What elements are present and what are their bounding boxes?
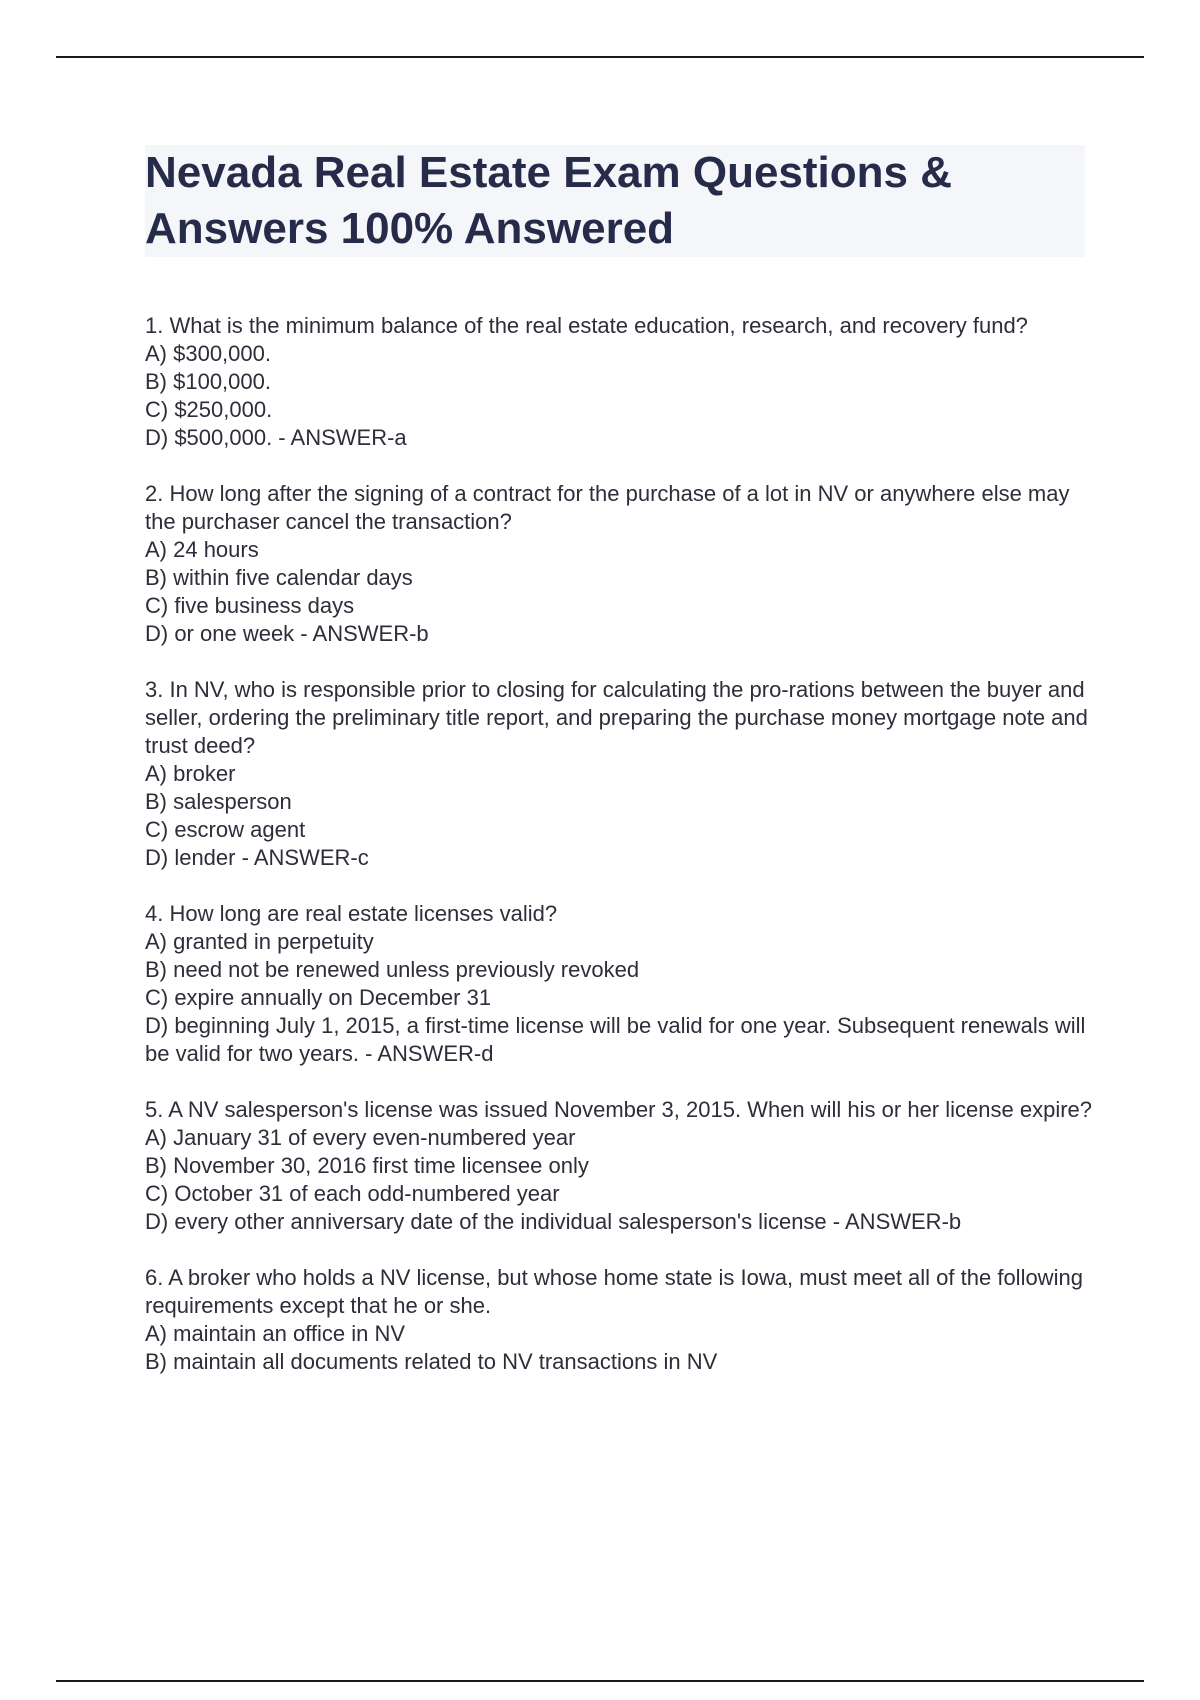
question-stem: 4. How long are real estate licenses valid? — [145, 901, 558, 926]
answer-option-a: A) 24 hours — [145, 537, 259, 562]
answer-option-c: C) October 31 of each odd-numbered year — [145, 1181, 560, 1206]
question-3 — [145, 676, 1095, 872]
question-6 — [145, 1264, 1095, 1376]
answer-option-a: A) maintain an office in NV — [145, 1321, 406, 1346]
question-stem: 3. In NV, who is responsible prior to closing for calculating the pro-rations between the buyer and seller, ordering the preliminary title report, and preparing the purchase money mortgage note and trust deed? — [145, 677, 1088, 758]
answer-option-a: A) granted in perpetuity — [145, 929, 374, 954]
answer-option-a: A) January 31 of every even-numbered year — [145, 1125, 576, 1150]
answer-option-d: D) beginning July 1, 2015, a first-time license will be valid for one year. Subsequent renewals will be valid for two years. - ANSWER-d — [145, 1013, 1086, 1066]
answer-option-d: D) lender - ANSWER-c — [145, 845, 369, 870]
header-rule — [56, 56, 1144, 58]
question-stem: 5. A NV salesperson's license was issued November 3, 2015. When will his or her license expire? — [145, 1097, 1092, 1122]
question-4 — [145, 900, 1095, 1068]
answer-option-b: B) November 30, 2016 first time licensee only — [145, 1153, 589, 1178]
document-title: Nevada Real Estate Exam Questions & Answers 100% Answered — [145, 148, 952, 253]
answer-option-c: C) $250,000. — [145, 397, 273, 422]
question-2 — [145, 480, 1095, 648]
title-block — [145, 145, 1085, 257]
answer-option-c: C) escrow agent — [145, 817, 306, 842]
answer-option-b: B) within five calendar days — [145, 565, 413, 590]
answer-option-b: B) $100,000. — [145, 369, 271, 394]
question-1 — [145, 312, 1095, 452]
question-stem: 6. A broker who holds a NV license, but whose home state is Iowa, must meet all of the following requirements except that he or she. — [145, 1265, 1083, 1318]
answer-option-d: D) $500,000. - ANSWER-a — [145, 425, 407, 450]
answer-option-d: D) or one week - ANSWER-b — [145, 621, 429, 646]
question-list — [145, 312, 1095, 1404]
answer-option-d: D) every other anniversary date of the individual salesperson's license - ANSWER-b — [145, 1209, 962, 1234]
question-stem: 1. What is the minimum balance of the real estate education, research, and recovery fund? — [145, 313, 1028, 338]
question-5 — [145, 1096, 1095, 1236]
answer-option-c: C) five business days — [145, 593, 355, 618]
answer-option-b: B) need not be renewed unless previously revoked — [145, 957, 640, 982]
question-stem: 2. How long after the signing of a contract for the purchase of a lot in NV or anywhere else may the purchaser cancel the transaction? — [145, 481, 1070, 534]
footer-rule — [56, 1680, 1144, 1682]
answer-option-b: B) maintain all documents related to NV transactions in NV — [145, 1349, 718, 1374]
answer-option-b: B) salesperson — [145, 789, 292, 814]
answer-option-c: C) expire annually on December 31 — [145, 985, 492, 1010]
answer-option-a: A) broker — [145, 761, 236, 786]
answer-option-a: A) $300,000. — [145, 341, 271, 366]
